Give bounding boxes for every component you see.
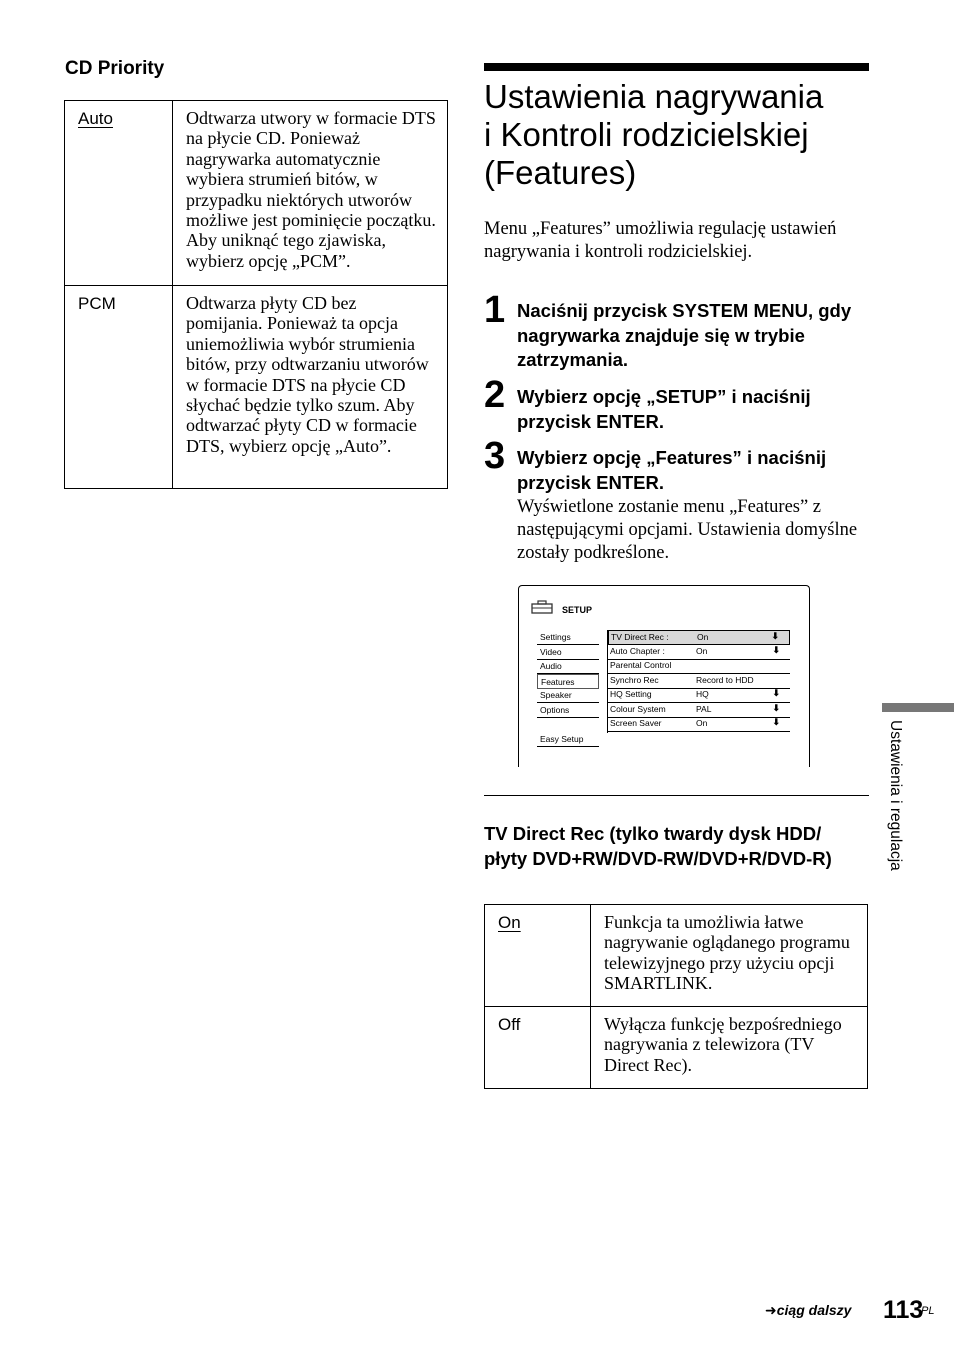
option-row-parental-control[interactable]: Parental Control	[608, 659, 790, 674]
tv-direct-rec-heading: TV Direct Rec (tylko twardy dysk HDD/ płyty DVD+RW/DVD-RW/DVD+R/DVD-R)	[484, 823, 832, 869]
step-1-number: 1	[484, 289, 506, 331]
page-language-suffix: PL	[921, 1305, 935, 1317]
arrow-down-icon: ⬇	[771, 631, 779, 641]
page-number: 113	[883, 1296, 924, 1324]
section-divider	[484, 795, 869, 796]
setup-screen	[518, 585, 810, 767]
option-row-synchro-rec[interactable]: Synchro Rec Record to HDD	[608, 674, 790, 689]
arrow-right-icon: ➜	[765, 1302, 777, 1318]
continued-note: ➜ciąg dalszy	[765, 1302, 852, 1318]
step-3-note: Wyświetlone zostanie menu „Features” z następującymi opcjami. Ustawienia domyślne zostały podkreślone.	[517, 497, 858, 563]
menu-divider	[607, 630, 608, 733]
tv-direct-rec-table	[484, 904, 868, 1089]
option-desc-off: Wyłącza funkcję bezpośredniego nagrywania z telewizora (TV Direct Rec).	[591, 1007, 868, 1089]
arrow-down-icon: ⬇	[772, 703, 780, 713]
option-row-auto-chapter[interactable]: Auto Chapter : On ⬇	[608, 645, 790, 660]
menu-item-easy-setup[interactable]: Easy Setup	[537, 732, 599, 747]
table-row	[65, 286, 448, 489]
step-2-text: Wybierz opcję „SETUP” i naciśnij przycisk ENTER.	[517, 386, 811, 432]
step-2-number: 2	[484, 374, 506, 416]
menu-item-settings[interactable]: Settings	[537, 630, 599, 645]
option-row-screen-saver[interactable]: Screen Saver On ⬇	[608, 717, 790, 732]
setup-label: SETUP	[562, 605, 593, 615]
menu-item-video[interactable]: Video	[537, 645, 599, 660]
cd-priority-table	[64, 100, 448, 489]
table-row	[65, 101, 448, 286]
option-desc-pcm: Odtwarza płyty CD bez pomijania. Ponieważ ta opcja uniemożliwia wybór strumienia bitów, przy odtwarzaniu utworów w formacie DTS na płycie CD słychać będzie tylko szum. Aby odtwarzać płyty CD w formacie DTS, wybierz opcję „Auto”.	[173, 286, 448, 489]
menu-item-features[interactable]: Features	[537, 674, 599, 689]
option-desc-auto: Odtwarza utwory w formacie DTS na płycie CD. Ponieważ nagrywarka automatycznie wybiera strumień bitów, w przypadku niektórych utworów możliwe jest pominięcie początku. Aby uniknąć tego zjawiska, wybierz opcję „PCM”.	[173, 101, 448, 286]
arrow-down-icon: ⬇	[772, 645, 780, 655]
cd-priority-heading: CD Priority	[65, 58, 165, 79]
step-3-text: Wybierz opcję „Features” i naciśnij przycisk ENTER.	[517, 447, 827, 493]
intro-text: Menu „Features” umożliwia regulację ustawień nagrywania i kontroli rodzicielskiej.	[484, 219, 837, 262]
menu-item-speaker[interactable]: Speaker	[537, 688, 599, 703]
menu-item-options[interactable]: Options	[537, 703, 599, 718]
title-rule	[484, 63, 869, 71]
option-key-on: On	[498, 913, 521, 932]
page-title: Ustawienia nagrywania i Kontroli rodzicielskiej (Features)	[484, 78, 824, 191]
option-key-off: Off	[498, 1015, 521, 1034]
option-key-pcm: PCM	[78, 294, 116, 313]
toolbox-icon	[531, 600, 553, 614]
option-row-colour-system[interactable]: Colour System PAL ⬇	[608, 703, 790, 718]
chapter-label: Ustawienia i regulacja	[887, 720, 904, 871]
option-row-tv-direct-rec[interactable]: TV Direct Rec : On ⬇	[608, 630, 790, 645]
option-row-hq-setting[interactable]: HQ Setting HQ ⬇	[608, 688, 790, 703]
table-row	[485, 905, 868, 1007]
table-row	[485, 1007, 868, 1089]
option-key-auto: Auto	[78, 109, 113, 128]
arrow-down-icon: ⬇	[772, 688, 780, 698]
option-desc-on: Funkcja ta umożliwia łatwe nagrywanie oglądanego programu telewizyjnego przy użyciu opcji SMARTLINK.	[591, 905, 868, 1007]
chapter-tab	[882, 703, 954, 712]
step-1-text: Naciśnij przycisk SYSTEM MENU, gdy nagrywarka znajduje się w trybie zatrzymania.	[517, 300, 852, 370]
arrow-down-icon: ⬇	[772, 717, 780, 727]
menu-item-audio[interactable]: Audio	[537, 659, 599, 674]
step-3-number: 3	[484, 435, 506, 477]
